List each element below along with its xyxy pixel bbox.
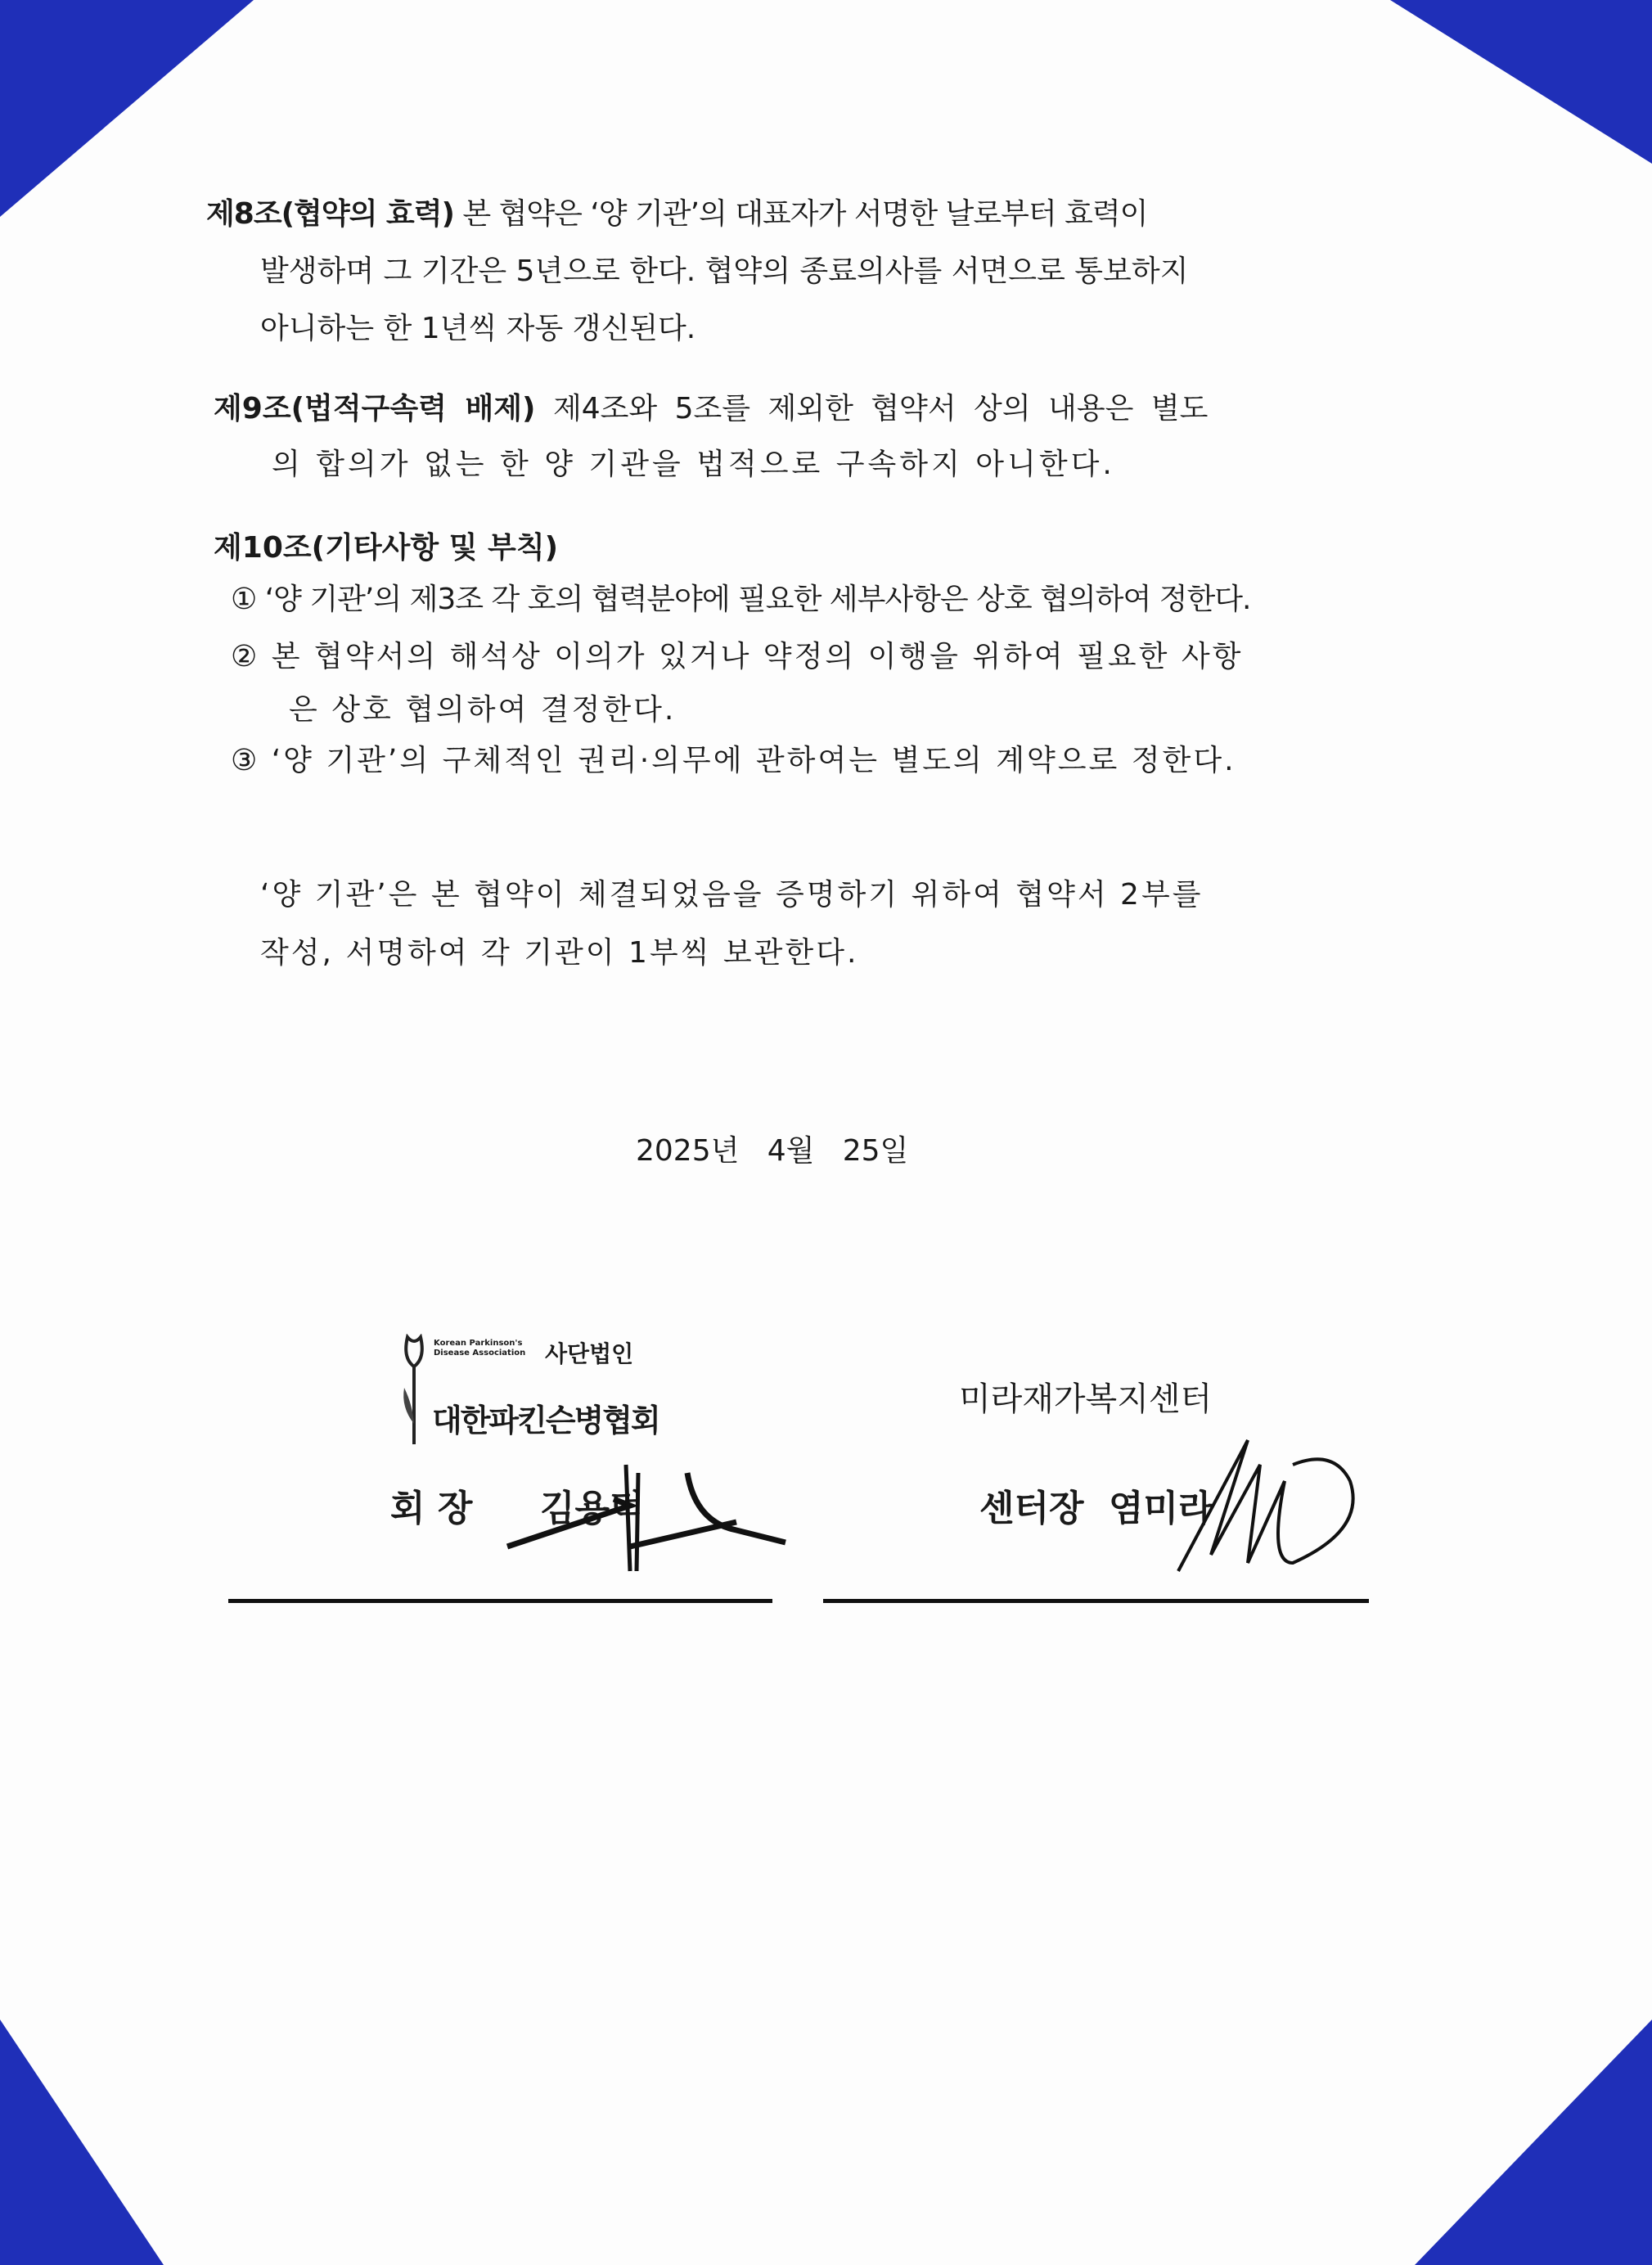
left-org-name: 대한파킨슨병협회 bbox=[432, 1403, 659, 1439]
right-signature-line bbox=[823, 1599, 1369, 1603]
article-9-text: 제4조와 5조를 제외한 협약서 상의 내용은 별도 bbox=[552, 392, 1209, 426]
blue-corner-top-left bbox=[0, 0, 254, 217]
article-10-heading: 제10조(기타사항 및 부칙) bbox=[214, 531, 559, 565]
right-signature bbox=[1170, 1432, 1383, 1596]
article-10-item-2-cont: 은 상호 협의하여 결정한다. bbox=[289, 693, 677, 727]
closing-line-1: ‘양 기관’은 본 협약이 체결되었음을 증명하기 위하여 협약서 2부를 bbox=[260, 878, 1204, 912]
kpda-logo bbox=[399, 1334, 659, 1448]
left-signature bbox=[491, 1457, 818, 1579]
article-8-line-2: 발생하며 그 기간은 5년으로 한다. 협약의 종료의사를 서면으로 통보하지 bbox=[260, 254, 1189, 288]
article-9-heading: 제9조(법적구속력 배제) bbox=[214, 392, 536, 426]
agreement-date: 2025년 4월 25일 bbox=[636, 1134, 909, 1168]
article-10-item-1: ① ‘양 기관’의 제3조 각 호의 협력분야에 필요한 세부사항은 상호 협의하여 정한다. bbox=[231, 583, 1251, 616]
left-signer-name: 김용덕 bbox=[540, 1488, 645, 1529]
left-signer-title: 회 장 bbox=[390, 1488, 473, 1529]
logo-subtitle: 사단법인 bbox=[545, 1340, 634, 1367]
article-10-item-2: ② 본 협약서의 해석상 이의가 있거나 약정의 이행을 위하여 필요한 사항 bbox=[231, 640, 1244, 673]
right-org-name: 미라재가복지센터 bbox=[959, 1380, 1213, 1418]
blue-corner-top-right bbox=[1390, 0, 1652, 164]
right-signer-name: 염미라 bbox=[1109, 1488, 1213, 1529]
tulip-icon bbox=[399, 1334, 429, 1448]
article-10-item-3: ③ ‘양 기관’의 구체적인 권리·의무에 관하여는 별도의 계약으로 정한다. bbox=[231, 744, 1236, 777]
article-9-line-1 bbox=[214, 391, 1208, 427]
logo-english-name: Korean Parkinson's Disease Association bbox=[434, 1339, 526, 1358]
right-signer-title: 센터장 bbox=[979, 1488, 1084, 1529]
article-8-line-1 bbox=[206, 196, 1147, 232]
article-9-line-2: 의 합의가 없는 한 양 기관을 법적으로 구속하지 아니한다. bbox=[272, 448, 1115, 481]
article-8-line-3: 아니하는 한 1년씩 자동 갱신된다. bbox=[260, 312, 696, 345]
article-8-text: 본 협약은 ‘양 기관’의 대표자가 서명한 날로부터 효력이 bbox=[462, 197, 1148, 231]
blue-corner-bottom-left bbox=[0, 2020, 164, 2265]
blue-corner-bottom-right bbox=[1415, 2020, 1652, 2265]
article-8-heading: 제8조(협약의 효력) bbox=[206, 197, 454, 231]
closing-line-2: 작성, 서명하여 각 기관이 1부씩 보관한다. bbox=[260, 936, 859, 970]
left-signature-line bbox=[228, 1599, 772, 1603]
